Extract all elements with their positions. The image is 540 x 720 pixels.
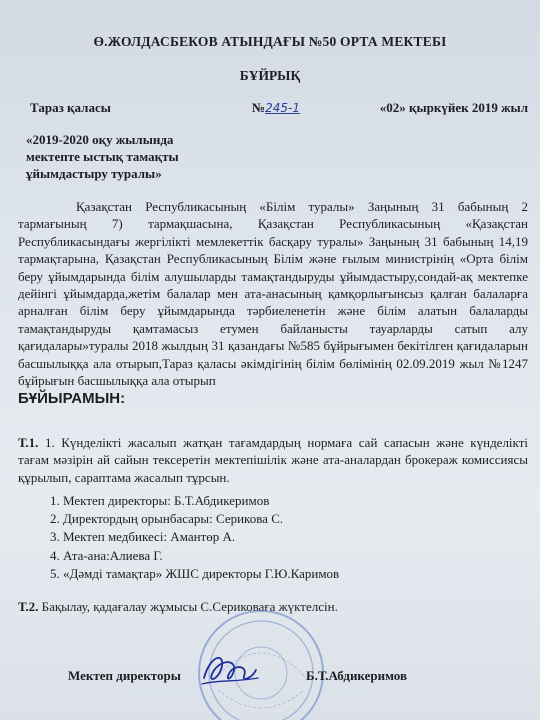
preamble-text: Қазақстан Республикасының «Білім туралы» Заңының 31 бабының 2 тармағының 7) тармақшасына, Қазақстан Республикасының «Қазақстан Республикасындағы жергілікті мемлекеттік басқару туралы» Заңының 31 бабының 14,19 тармақтарына, Қазақстан Республикасының Білім және ғылым министрінің «Орта білім беру ұйымдарында білім алушыларды тамақтандыруды ұйымдастыру,сондай-ақ мектепке дейінгі ұйымдарда,жетім балалар мен ата-анасының қамқорлығынсыз қалған балаларға арналған білім беру ұйымдарында тәрбиеленетін және білім алатын балаларды тамақтандыруды қамтамасыз етумен байланысты тауарларды сатып алу қағидалары»туралы 2018 жылдың 31 қазандағы №585 бұйрығымен бекітілген қағидаларын басшылыққа ала отырып,Тараз қаласы әкімдігінің білім бөлімінің 02.09.2019 жыл №1247 бұйрығын басшылыққа ала отырып bbox=[18, 199, 528, 389]
clause-t1-label: Т.1. bbox=[18, 435, 39, 450]
order-number bbox=[252, 100, 300, 116]
city: Тараз қаласы bbox=[30, 100, 111, 115]
signature-block bbox=[68, 668, 488, 688]
order-date: «02» қыркүйек 2019 жыл bbox=[379, 100, 528, 115]
preamble-paragraph bbox=[18, 198, 528, 408]
list-item: 3. Мектеп медбикесі: Амантөр А. bbox=[50, 529, 236, 545]
list-item: 5. «Дәмді тамақтар» ЖШС директоры Г.Ю.Каримов bbox=[50, 565, 340, 581]
subject-line-2: мектепте ыстық тамақты bbox=[26, 149, 179, 164]
list-item: 2. Директордың орынбасары: Серикова С. bbox=[50, 511, 284, 527]
clause-t2-label: Т.2. bbox=[18, 599, 39, 614]
clause-t1-text: 1. Күнделікті жасалып жатқан тағамдардың нормаға сай сапасын және күнделікті тағам мәзірін ай сайын тексеретін мектепішілік және ата-аналардан брокераж комиссиясы құрылып, сараптама жасалып тұрсын. bbox=[18, 435, 528, 485]
list-item: 1. Мектеп директоры: Б.Т.Абдикеримов bbox=[50, 493, 270, 508]
subject-line-1: «2019-2020 оқу жылында bbox=[26, 132, 174, 147]
number-prefix: № bbox=[252, 100, 266, 115]
clause-t1 bbox=[18, 434, 528, 486]
school-name: Ө.ЖОЛДАСБЕКОВ АТЫНДАҒЫ №50 ОРТА МЕКТЕБІ bbox=[93, 34, 447, 49]
list-item: 4. Ата-ана:Алиева Г. bbox=[50, 547, 163, 563]
order-title: БҰЙРЫҚ bbox=[239, 68, 301, 83]
signer-name: Б.Т.Абдикеримов bbox=[306, 668, 407, 683]
order-subject bbox=[26, 131, 226, 182]
subject-line-3: ұйымдастыру туралы» bbox=[26, 166, 162, 181]
order-meta bbox=[30, 100, 528, 118]
handwritten-number: 245-1 bbox=[265, 101, 300, 115]
commission-members bbox=[50, 492, 470, 583]
signer-title: Мектеп директоры bbox=[68, 668, 181, 683]
command-heading: БҰЙЫРАМЫН: bbox=[18, 390, 126, 408]
clause-t2-text: Бақылау, қадағалау жұмысы С.Сериковаға жүктелсін. bbox=[38, 599, 338, 614]
